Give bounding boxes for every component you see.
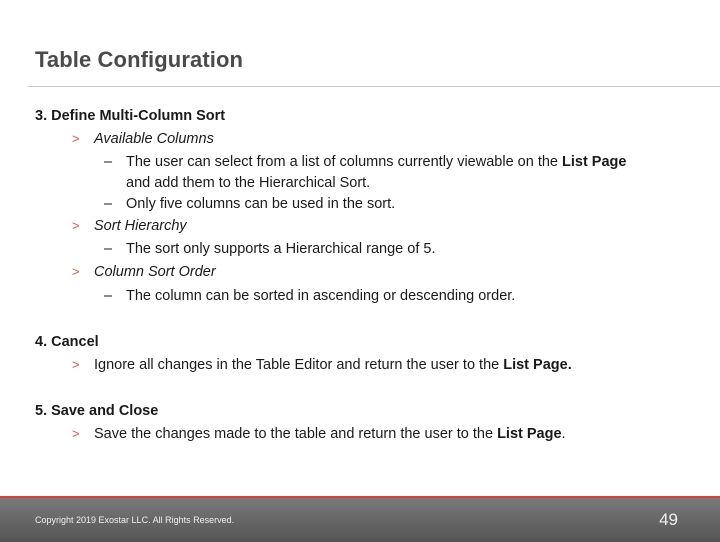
chevron-right-icon: > bbox=[72, 357, 80, 372]
sub-bullet-text: Only five columns can be used in the sort. bbox=[126, 196, 396, 212]
sub-bullet-text bbox=[126, 152, 704, 194]
section-4-heading: 4. Cancel bbox=[35, 334, 99, 350]
bullet-label: Sort Hierarchy bbox=[94, 218, 187, 234]
sub-bullet-select-columns bbox=[104, 152, 704, 194]
sub-bullet-text-a: The user can select from a list of columns currently viewable on the bbox=[126, 154, 562, 170]
sub-bullet-hierarchical-range bbox=[104, 239, 704, 260]
bullet-label: Column Sort Order bbox=[94, 264, 216, 280]
list-page-ref: List Page bbox=[497, 426, 562, 442]
list-page-ref: List Page bbox=[562, 154, 627, 170]
slide-title: Table Configuration bbox=[35, 47, 244, 72]
list-page-ref: List Page. bbox=[503, 357, 572, 373]
sub-bullet-text: The sort only supports a Hierarchical range of 5. bbox=[126, 241, 436, 257]
dash-marker: – bbox=[104, 196, 113, 212]
bullet-label: Available Columns bbox=[94, 131, 214, 147]
chevron-right-icon: > bbox=[72, 218, 80, 233]
sub-bullet-five-columns bbox=[104, 194, 704, 215]
slide-footer bbox=[0, 496, 720, 542]
page-number: 49 bbox=[659, 510, 678, 529]
bullet-text: Save the changes made to the table and return the user to the bbox=[94, 426, 494, 442]
bullet-sort-hierarchy bbox=[72, 218, 187, 234]
bullet-available-columns bbox=[72, 131, 214, 147]
chevron-right-icon: > bbox=[72, 426, 80, 441]
section-3-heading: 3. Define Multi-Column Sort bbox=[35, 108, 226, 124]
chevron-right-icon: > bbox=[72, 264, 80, 279]
chevron-right-icon: > bbox=[72, 131, 80, 146]
bullet-cancel-description bbox=[72, 357, 572, 373]
bullet-text-end: . bbox=[561, 426, 566, 442]
title-divider bbox=[28, 86, 720, 87]
sub-bullet-text-c: and add them to the Hierarchical Sort. bbox=[126, 175, 371, 191]
bullet-text: Ignore all changes in the Table Editor and return the user to the bbox=[94, 357, 500, 373]
sub-bullet-sort-direction bbox=[104, 286, 704, 307]
copyright-notice: Copyright 2019 Exostar LLC. All Rights Reserved. bbox=[35, 515, 235, 525]
section-5-heading: 5. Save and Close bbox=[35, 403, 159, 419]
dash-marker: – bbox=[104, 288, 113, 304]
bullet-column-sort-order bbox=[72, 264, 216, 280]
dash-marker: – bbox=[104, 241, 113, 257]
dash-marker: – bbox=[104, 154, 113, 170]
bullet-save-description bbox=[72, 426, 566, 442]
sub-bullet-text: The column can be sorted in ascending or descending order. bbox=[126, 288, 516, 304]
